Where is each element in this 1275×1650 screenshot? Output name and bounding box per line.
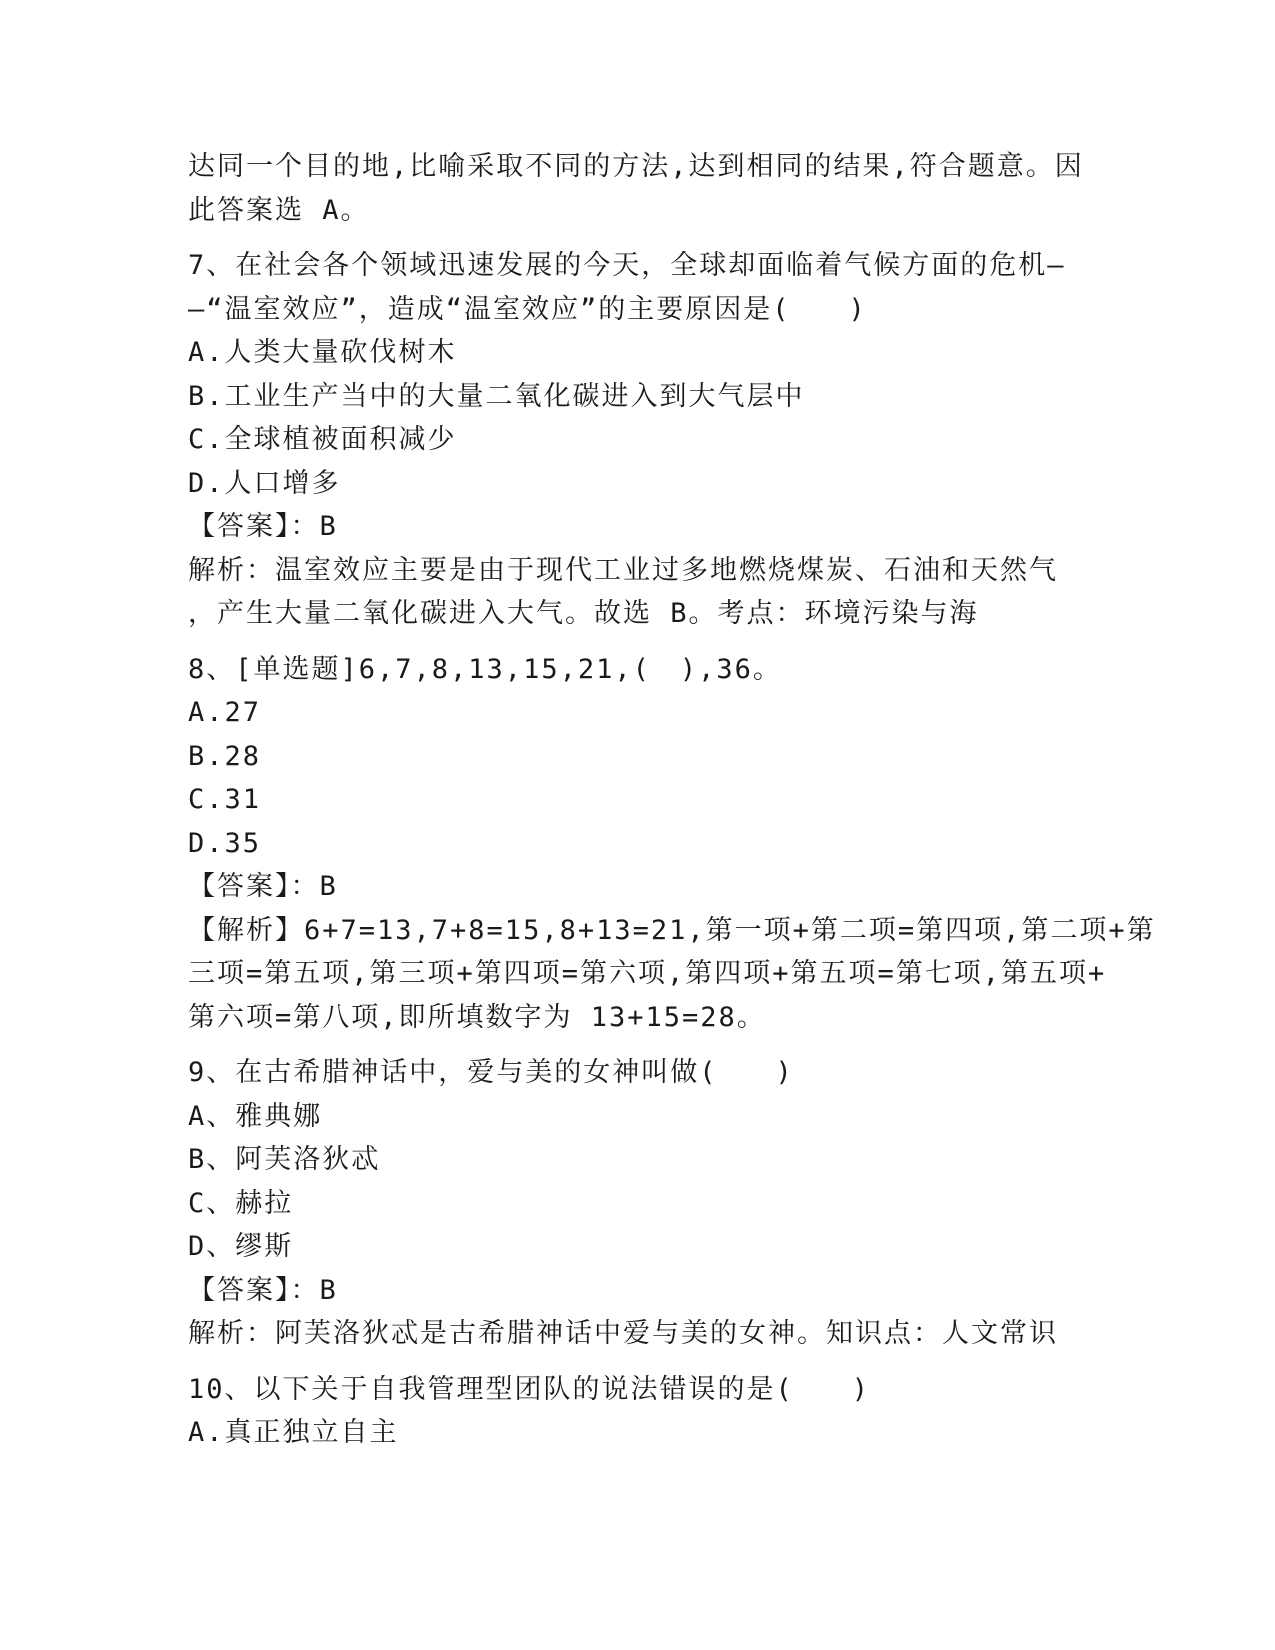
option-d: D.35	[188, 827, 262, 859]
explanation-line: 三项=第五项,第三项+第四项=第六项,第四项+第五项=第七项,第五项+	[188, 958, 1107, 989]
option-c: C.全球植被面积减少	[188, 424, 457, 455]
option-a: A.真正独立自主	[188, 1417, 399, 1448]
option-a: A.人类大量砍伐树木	[188, 337, 457, 368]
explanation-line: 解析：阿芙洛狄忒是古希腊神话中爱与美的女神。知识点：人文常识	[188, 1318, 1058, 1349]
question-stem: 7、在社会各个领域迅速发展的今天，全球却面临着气候方面的危机—	[188, 250, 1066, 281]
option-c: C、赫拉	[188, 1187, 294, 1219]
explanation-line: 解析：温室效应主要是由于现代工业过多地燃烧煤炭、石油和天然气	[188, 554, 1058, 586]
explanation-line: 【解析】6+7=13,7+8=15,8+13=21,第一项+第二项=第四项,第二项+第	[188, 914, 1156, 946]
answer: 【答案】：B	[188, 511, 338, 542]
answer: 【答案】：B	[188, 1274, 338, 1306]
explanation-line: ，产生大量二氧化碳进入大气。故选 B。考点：环境污染与海	[188, 598, 979, 629]
explanation-line: 此答案选 A。	[188, 194, 370, 226]
question-10	[188, 1368, 1088, 1455]
question-stem: —“温室效应”，造成“温室效应”的主要原因是( )	[188, 293, 867, 325]
option-d: D、缪斯	[188, 1231, 294, 1262]
explanation-line: 第六项=第八项,即所填数字为 13+15=28。	[188, 1001, 766, 1033]
explanation-line: 达同一个目的地,比喻采取不同的方法,达到相同的结果,符合题意。因	[188, 151, 1084, 182]
option-a: A.27	[188, 697, 262, 728]
option-d: D.人口增多	[188, 467, 341, 499]
option-a: A、雅典娜	[188, 1100, 323, 1132]
question-8	[188, 648, 1156, 1040]
option-b: B.工业生产当中的大量二氧化碳进入到大气层中	[188, 380, 805, 412]
question-stem: 10、以下关于自我管理型团队的说法错误的是( )	[188, 1373, 871, 1405]
option-c: C.31	[188, 784, 262, 815]
previous-explanation	[188, 145, 1088, 232]
question-stem: 8、[单选题]6,7,8,13,15,21,( ),36。	[188, 653, 782, 685]
option-b: B.28	[188, 740, 262, 772]
question-7	[188, 244, 1088, 636]
document-page	[188, 145, 1156, 1455]
question-9	[188, 1051, 1088, 1356]
option-b: B、阿芙洛狄忒	[188, 1144, 381, 1175]
answer: 【答案】：B	[188, 871, 338, 902]
question-stem: 9、在古希腊神话中，爱与美的女神叫做( )	[188, 1057, 794, 1088]
